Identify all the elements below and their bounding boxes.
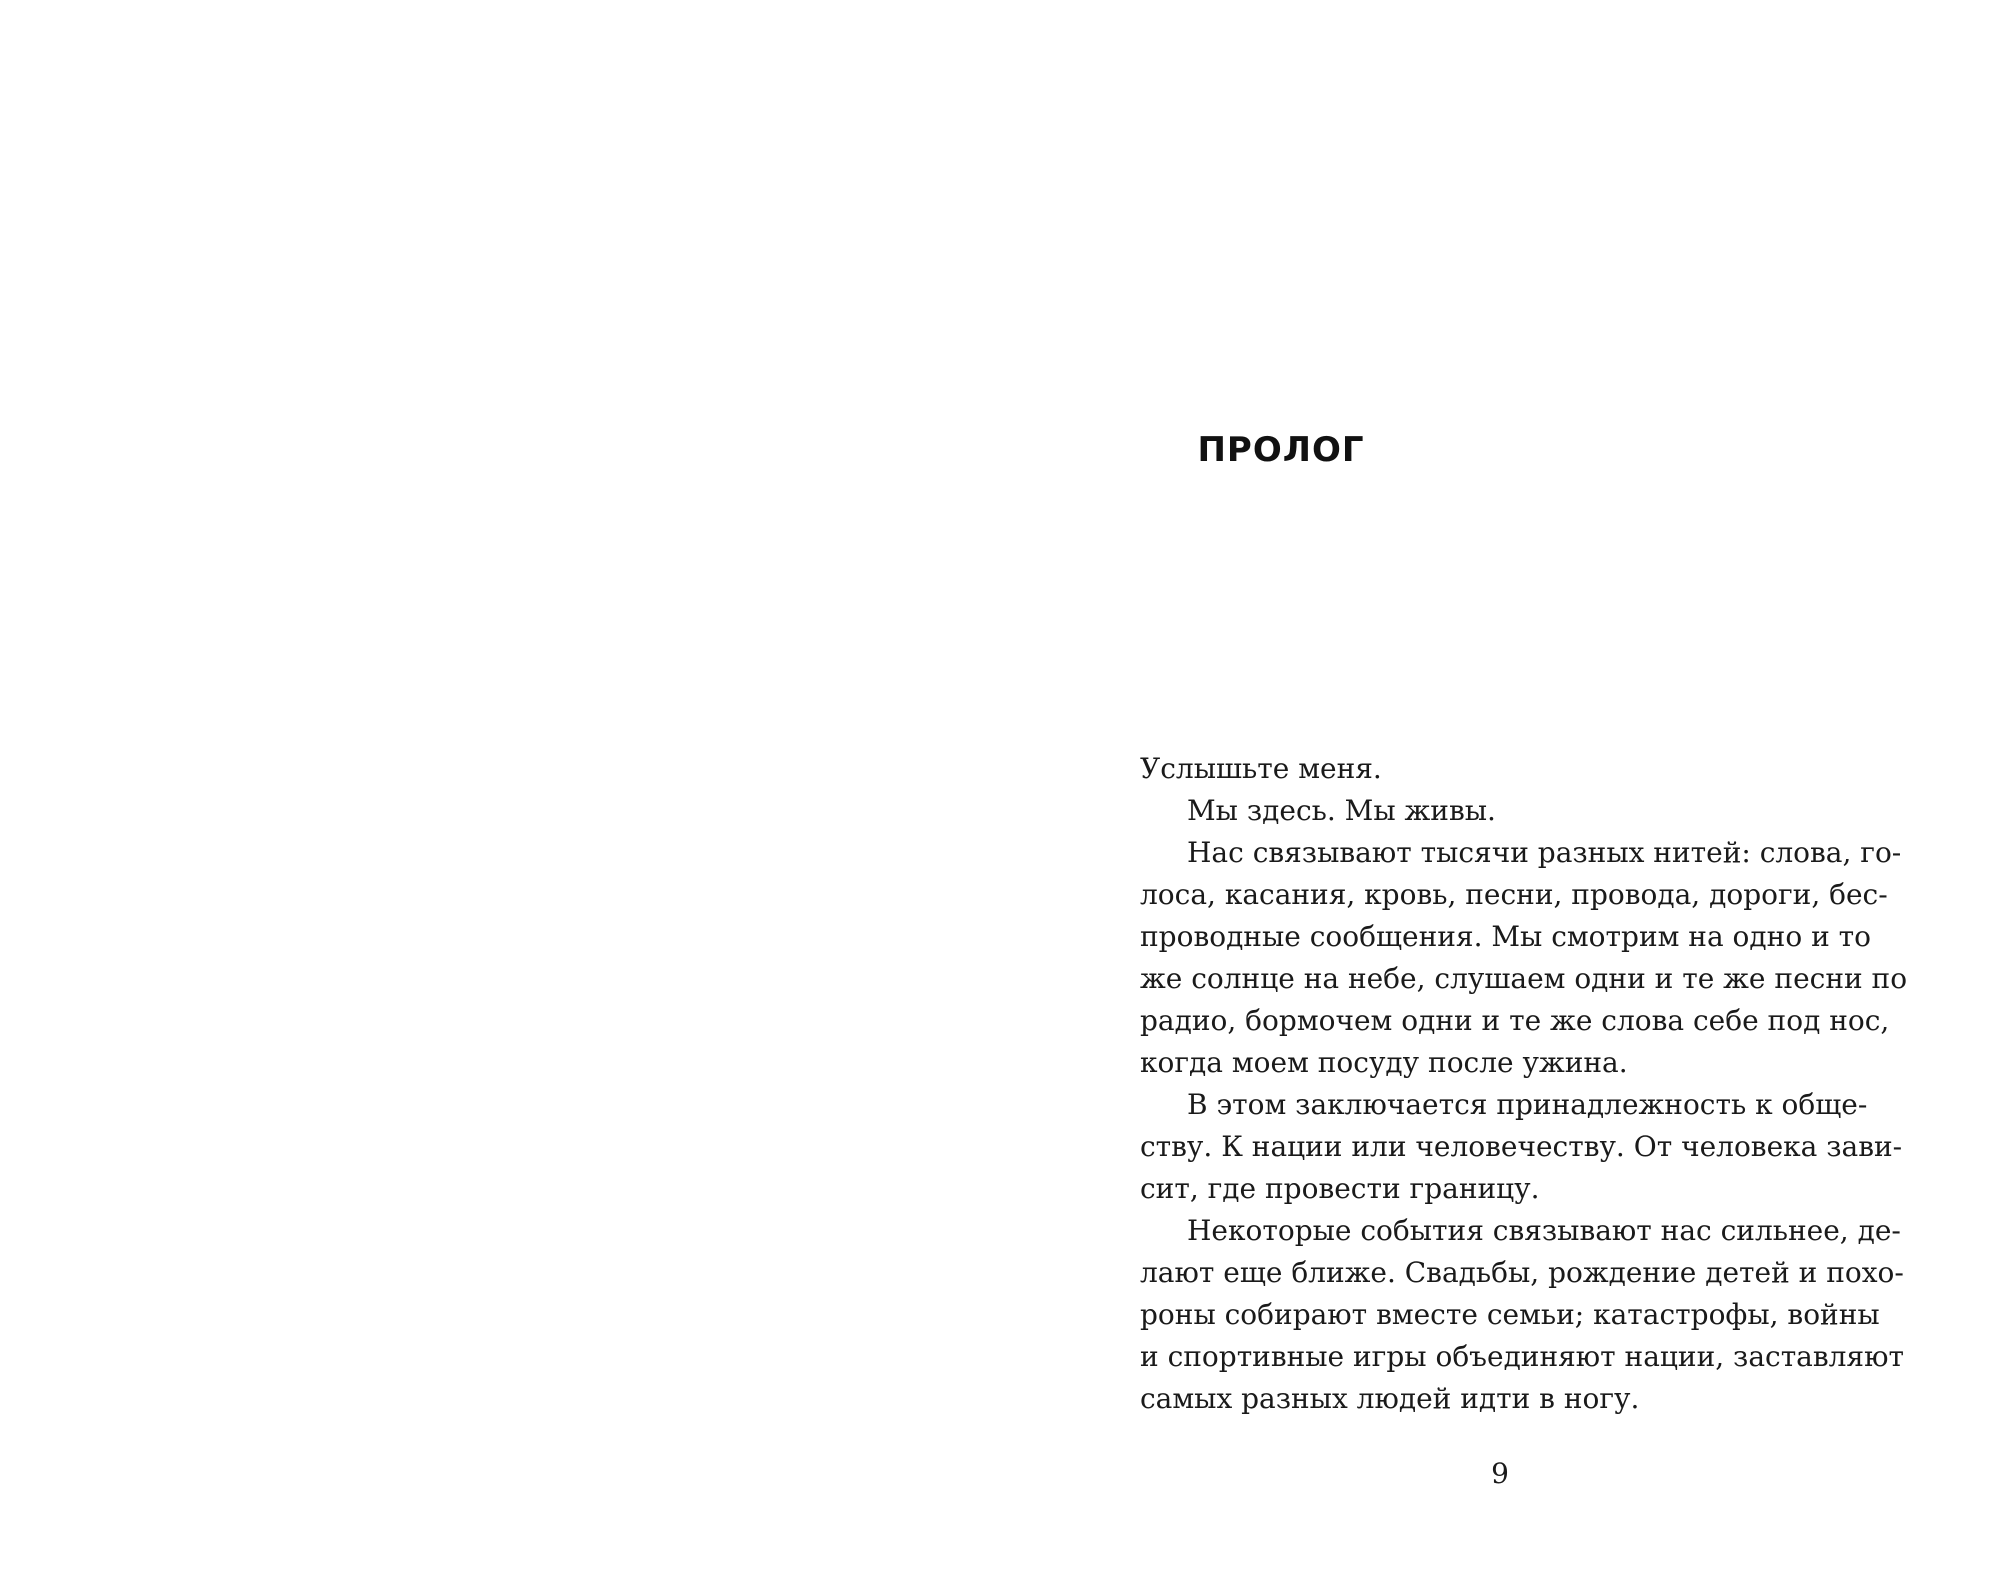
text-line: радио, бормочем одни и те же слова себе под нос, [1140, 1004, 1890, 1037]
text-line: лают еще ближе. Свадьбы, рождение детей и похо- [1140, 1256, 1904, 1289]
text-line: лоса, касания, кровь, песни, провода, дороги, бес- [1140, 878, 1888, 911]
text-line: самых разных людей идти в ногу. [1140, 1382, 1640, 1415]
prologue-text [1140, 748, 1908, 1420]
text-line: В этом заключается принадлежность к обще- [1187, 1088, 1868, 1121]
page-number: 9 [1491, 1457, 1509, 1490]
chapter-title: ПРОЛОГ [1197, 430, 1365, 470]
text-line: роны собирают вместе семьи; катастрофы, войны [1140, 1298, 1880, 1331]
text-line: сит, где провести границу. [1140, 1172, 1540, 1205]
text-line: Услышьте меня. [1140, 752, 1382, 785]
text-line: проводные сообщения. Мы смотрим на одно и то [1140, 920, 1871, 953]
text-line: Некоторые события связывают нас сильнее, де- [1187, 1214, 1901, 1247]
text-line: и спортивные игры объединяют нации, заставляют [1140, 1340, 1904, 1373]
text-line: Нас связывают тысячи разных нитей: слова, го- [1187, 836, 1902, 869]
text-line: Мы здесь. Мы живы. [1187, 794, 1496, 827]
text-line: же солнце на небе, слушаем одни и те же песни по [1140, 962, 1908, 995]
text-line: когда моем посуду после ужина. [1140, 1046, 1628, 1079]
text-line: ству. К нации или человечеству. От человека зави- [1140, 1130, 1903, 1163]
